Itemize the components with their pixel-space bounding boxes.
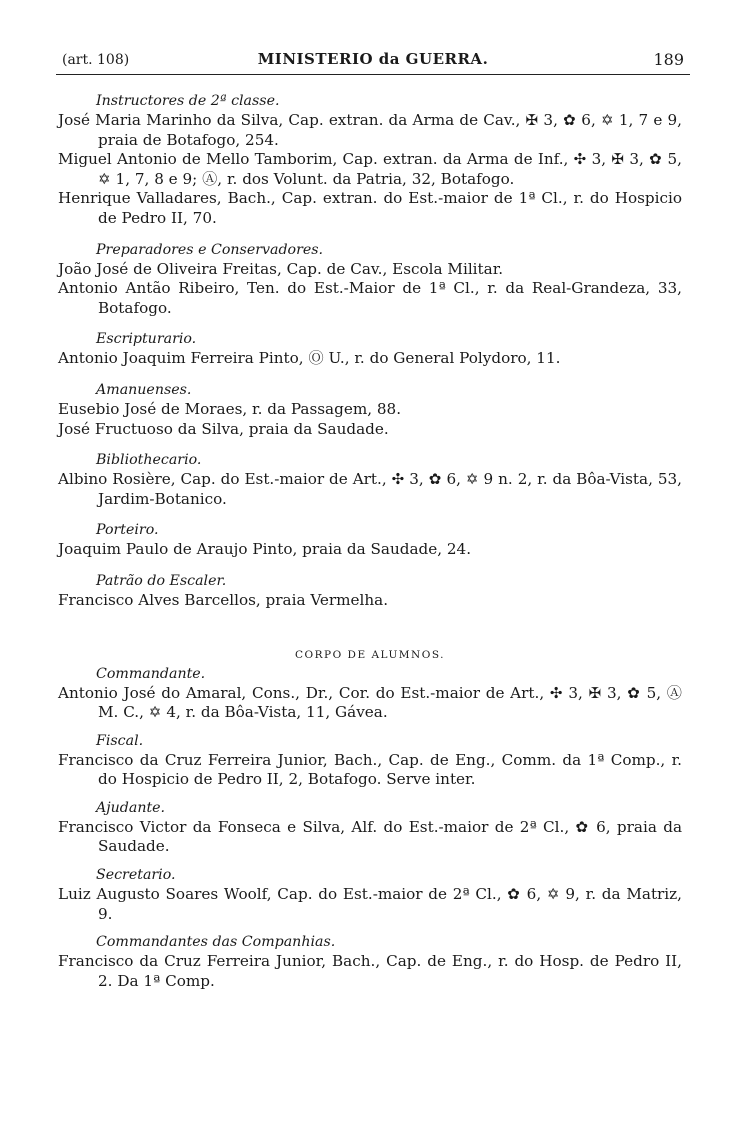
section-heading: Porteiro. [96, 522, 159, 539]
section-amanuenses [58, 381, 682, 439]
section-commandante [58, 665, 682, 723]
section-heading: Commandantes das Companhias. [96, 934, 336, 951]
list-item: Antonio Joaquim Ferreira Pinto, Ⓞ U., r. do General Polydoro, 11. [58, 349, 561, 368]
list-item: Francisco da Cruz Ferreira Junior, Bach., Cap. de Eng., Comm. da 1ª Comp., r. do Hospicio de Pedro II, 2, Botafogo. Serve inter. [58, 750, 682, 789]
page-header [56, 48, 690, 75]
page-number: 189 [653, 50, 684, 69]
section-heading: Fiscal. [96, 732, 144, 749]
section-heading: Bibliothecario. [96, 452, 202, 469]
list-item: João José de Oliveira Freitas, Cap. de Cav., Escola Militar. [58, 259, 504, 278]
section-heading: Instructores de 2ª classe. [96, 93, 280, 109]
page-body [58, 92, 682, 1000]
list-item: Miguel Antonio de Mello Tamborim, Cap. extran. da Arma de Inf., ✣ 3, ✠ 3, ✿ 5, ✡ 1, 7, 8 e 9; Ⓐ, r. dos Volunt. da Patria, 32, Botafogo. [58, 150, 682, 188]
corpo-title: CORPO DE ALUMNOS. [294, 648, 445, 661]
section-heading: Ajudante. [96, 799, 166, 816]
list-item: Eusebio José de Moraes, r. da Passagem, 88. [58, 399, 402, 418]
section-heading: Preparadores e Conservadores. [96, 241, 324, 258]
list-item: Henrique Valladares, Bach., Cap. extran. do Est.-maior de 1ª Cl., r. do Hospicio de Pedro II, 70. [58, 189, 682, 227]
section-heading: Patrão do Escaler. [96, 572, 227, 589]
section-patrao [58, 572, 682, 611]
list-item: Francisco Victor da Fonseca e Silva, Alf. do Est.-maior de 2ª Cl., ✿ 6, praia da Saudade. [58, 817, 682, 856]
section-heading: Commandante. [96, 665, 206, 682]
list-item: Antonio Antão Ribeiro, Ten. do Est.-Maior de 1ª Cl., r. da Real-Grandeza, 33, Botafogo. [58, 279, 682, 317]
section-fiscal [58, 732, 682, 790]
list-item: Albino Rosière, Cap. do Est.-maior de Art., ✣ 3, ✿ 6, ✡ 9 n. 2, r. da Bôa-Vista, 53, Jardim-Botanico. [58, 470, 682, 508]
section-escripturario [58, 330, 682, 369]
section-commandantes-companhias [58, 933, 682, 991]
list-item: José Fructuoso da Silva, praia da Saudade. [58, 419, 389, 438]
section-preparadores [58, 241, 682, 319]
section-heading: Secretario. [96, 867, 176, 884]
section-bibliothecario [58, 451, 682, 509]
list-item: Joaquim Paulo de Araujo Pinto, praia da Saudade, 24. [58, 540, 472, 559]
section-porteiro [58, 521, 682, 560]
list-item: Francisco da Cruz Ferreira Junior, Bach., Cap. de Eng., r. do Hosp. de Pedro II, 2. Da 1ª Comp. [58, 952, 682, 990]
section-secretario [58, 866, 682, 924]
article-reference: (art. 108) [62, 52, 130, 68]
list-item: Luiz Augusto Soares Woolf, Cap. do Est.-maior de 2ª Cl., ✿ 6, ✡ 9, r. da Matriz, 9. [58, 885, 682, 923]
list-item: José Maria Marinho da Silva, Cap. extran. da Arma de Cav., ✠ 3, ✿ 6, ✡ 1, 7 e 9, praia de Botafogo, 254. [58, 111, 682, 149]
section-heading: Escripturario. [96, 331, 197, 348]
section-ajudante [58, 799, 682, 857]
list-item: Antonio José do Amaral, Cons., Dr., Cor. do Est.-maior de Art., ✣ 3, ✠ 3, ✿ 5, Ⓐ M. C., ✡ 4, r. da Bôa-Vista, 11, Gávea. [58, 683, 682, 722]
section-instructores [58, 92, 682, 229]
page-title: MINISTERIO da GUERRA. [257, 50, 489, 68]
list-item: Francisco Alves Barcellos, praia Vermelha. [58, 590, 389, 609]
section-heading: Amanuenses. [96, 381, 192, 398]
